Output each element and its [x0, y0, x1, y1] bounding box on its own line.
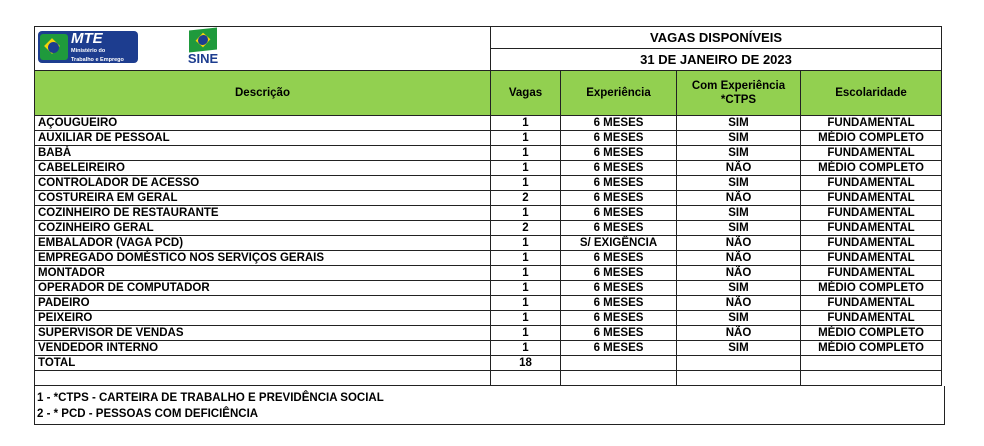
cell-vagas: 1 — [491, 236, 561, 251]
cell-descricao: CONTROLADOR DE ACESSO — [35, 176, 491, 191]
vacancies-sheet — [34, 26, 941, 425]
table-row — [35, 146, 942, 161]
footnote-pcd: 2 - * PCD - PESSOAS COM DEFICIÊNCIA — [37, 408, 259, 420]
cell-ctps: SIM — [677, 131, 801, 146]
cell-descricao: MONTADOR — [35, 266, 491, 281]
cell-ctps: NÃO — [677, 251, 801, 266]
cell-vagas: 1 — [491, 176, 561, 191]
cell-ctps: SIM — [677, 281, 801, 296]
cell-escolaridade: MÉDIO COMPLETO — [801, 161, 942, 176]
sine-logo — [183, 29, 223, 67]
cell-ctps: NÃO — [677, 326, 801, 341]
brazil-flag-icon — [40, 34, 68, 60]
col-header-descricao: Descrição — [35, 71, 491, 116]
table-row — [35, 221, 942, 236]
cell-escolaridade: FUNDAMENTAL — [801, 206, 942, 221]
cell-descricao: SUPERVISOR DE VENDAS — [35, 326, 491, 341]
cell-vagas: 1 — [491, 326, 561, 341]
cell-vagas: 2 — [491, 191, 561, 206]
table-row — [35, 251, 942, 266]
cell-escolaridade: MÉDIO COMPLETO — [801, 341, 942, 356]
cell-experiencia: 6 MESES — [561, 251, 677, 266]
cell-vagas: 1 — [491, 206, 561, 221]
cell-experiencia: 6 MESES — [561, 176, 677, 191]
logo-area — [35, 27, 491, 71]
sine-text: SINE — [187, 51, 219, 66]
cell-descricao: BABÁ — [35, 146, 491, 161]
cell-descricao: AUXILIAR DE PESSOAL — [35, 131, 491, 146]
cell-vagas: 1 — [491, 341, 561, 356]
cell-experiencia: 6 MESES — [561, 341, 677, 356]
mte-line1: Ministério do — [71, 47, 106, 54]
table-row — [35, 296, 942, 311]
cell-ctps: NÃO — [677, 296, 801, 311]
sine-flag-icon — [189, 28, 217, 53]
cell-escolaridade: MÉDIO COMPLETO — [801, 131, 942, 146]
cell-experiencia: 6 MESES — [561, 281, 677, 296]
cell-descricao: AÇOUGUEIRO — [35, 116, 491, 131]
cell-experiencia: 6 MESES — [561, 146, 677, 161]
col-header-escolaridade: Escolaridade — [801, 71, 942, 116]
cell-ctps: SIM — [677, 221, 801, 236]
cell-vagas: 1 — [491, 296, 561, 311]
cell-ctps: SIM — [677, 146, 801, 161]
cell-experiencia: 6 MESES — [561, 266, 677, 281]
cell-escolaridade: FUNDAMENTAL — [801, 116, 942, 131]
table-row — [35, 116, 942, 131]
cell-ctps: NÃO — [677, 191, 801, 206]
table-row — [35, 266, 942, 281]
cell-vagas: 1 — [491, 146, 561, 161]
mte-logo — [38, 31, 138, 63]
cell-descricao: EMBALADOR (VAGA PCD) — [35, 236, 491, 251]
cell-vagas: 1 — [491, 281, 561, 296]
table-row — [35, 281, 942, 296]
cell-descricao: COZINHEIRO DE RESTAURANTE — [35, 206, 491, 221]
cell-descricao: COSTUREIRA EM GERAL — [35, 191, 491, 206]
table-row — [35, 191, 942, 206]
cell-escolaridade: FUNDAMENTAL — [801, 251, 942, 266]
cell-experiencia: 6 MESES — [561, 326, 677, 341]
cell-ctps: NÃO — [677, 236, 801, 251]
cell-escolaridade: FUNDAMENTAL — [801, 296, 942, 311]
cell-experiencia: 6 MESES — [561, 116, 677, 131]
report-date: 31 DE JANEIRO DE 2023 — [491, 49, 942, 71]
cell-vagas: 1 — [491, 251, 561, 266]
table-row — [35, 341, 942, 356]
cell-descricao: VENDEDOR INTERNO — [35, 341, 491, 356]
cell-escolaridade: FUNDAMENTAL — [801, 311, 942, 326]
total-value: 18 — [491, 356, 561, 371]
cell-escolaridade: FUNDAMENTAL — [801, 146, 942, 161]
cell-descricao: PEIXEIRO — [35, 311, 491, 326]
cell-experiencia: 6 MESES — [561, 161, 677, 176]
col-header-com-experiencia: Com Experiência *CTPS — [677, 71, 801, 116]
cell-ctps: SIM — [677, 206, 801, 221]
cell-vagas: 1 — [491, 116, 561, 131]
cell-ctps: NÃO — [677, 266, 801, 281]
cell-vagas: 1 — [491, 311, 561, 326]
cell-descricao: CABELEIREIRO — [35, 161, 491, 176]
mte-line2: Trabalho e Emprego — [71, 56, 124, 63]
cell-ctps: SIM — [677, 116, 801, 131]
cell-vagas: 1 — [491, 161, 561, 176]
cell-vagas: 1 — [491, 131, 561, 146]
cell-ctps: SIM — [677, 341, 801, 356]
cell-experiencia: 6 MESES — [561, 296, 677, 311]
cell-experiencia: 6 MESES — [561, 131, 677, 146]
cell-experiencia: S/ EXIGÊNCIA — [561, 236, 677, 251]
cell-descricao: PADEIRO — [35, 296, 491, 311]
mte-abbr: MTE — [71, 29, 103, 47]
cell-escolaridade: FUNDAMENTAL — [801, 266, 942, 281]
cell-vagas: 1 — [491, 266, 561, 281]
col-header-vagas: Vagas — [491, 71, 561, 116]
footnotes — [34, 386, 945, 425]
page-title: VAGAS DISPONÍVEIS — [491, 27, 942, 49]
table-body — [35, 116, 942, 356]
cell-experiencia: 6 MESES — [561, 206, 677, 221]
cell-experiencia: 6 MESES — [561, 221, 677, 236]
col-header-experiencia: Experiência — [561, 71, 677, 116]
cell-escolaridade: FUNDAMENTAL — [801, 236, 942, 251]
cell-ctps: NÃO — [677, 161, 801, 176]
table-row — [35, 236, 942, 251]
cell-descricao: OPERADOR DE COMPUTADOR — [35, 281, 491, 296]
cell-ctps: SIM — [677, 311, 801, 326]
vacancies-table — [34, 26, 942, 386]
total-row — [35, 356, 942, 371]
cell-descricao: EMPREGADO DOMÉSTICO NOS SERVIÇOS GERAIS — [35, 251, 491, 266]
table-row — [35, 206, 942, 221]
table-row — [35, 176, 942, 191]
cell-vagas: 2 — [491, 221, 561, 236]
total-label: TOTAL — [35, 356, 491, 371]
cell-ctps: SIM — [677, 176, 801, 191]
cell-escolaridade: FUNDAMENTAL — [801, 191, 942, 206]
empty-row — [35, 371, 942, 386]
cell-experiencia: 6 MESES — [561, 311, 677, 326]
table-row — [35, 131, 942, 146]
table-row — [35, 311, 942, 326]
table-row — [35, 161, 942, 176]
footnote-ctps: 1 - *CTPS - CARTEIRA DE TRABALHO E PREVIDÊNCIA SOCIAL — [37, 392, 384, 404]
table-row — [35, 326, 942, 341]
cell-experiencia: 6 MESES — [561, 191, 677, 206]
cell-descricao: COZINHEIRO GERAL — [35, 221, 491, 236]
cell-escolaridade: FUNDAMENTAL — [801, 221, 942, 236]
cell-escolaridade: MÉDIO COMPLETO — [801, 281, 942, 296]
cell-escolaridade: FUNDAMENTAL — [801, 176, 942, 191]
cell-escolaridade: MÉDIO COMPLETO — [801, 326, 942, 341]
